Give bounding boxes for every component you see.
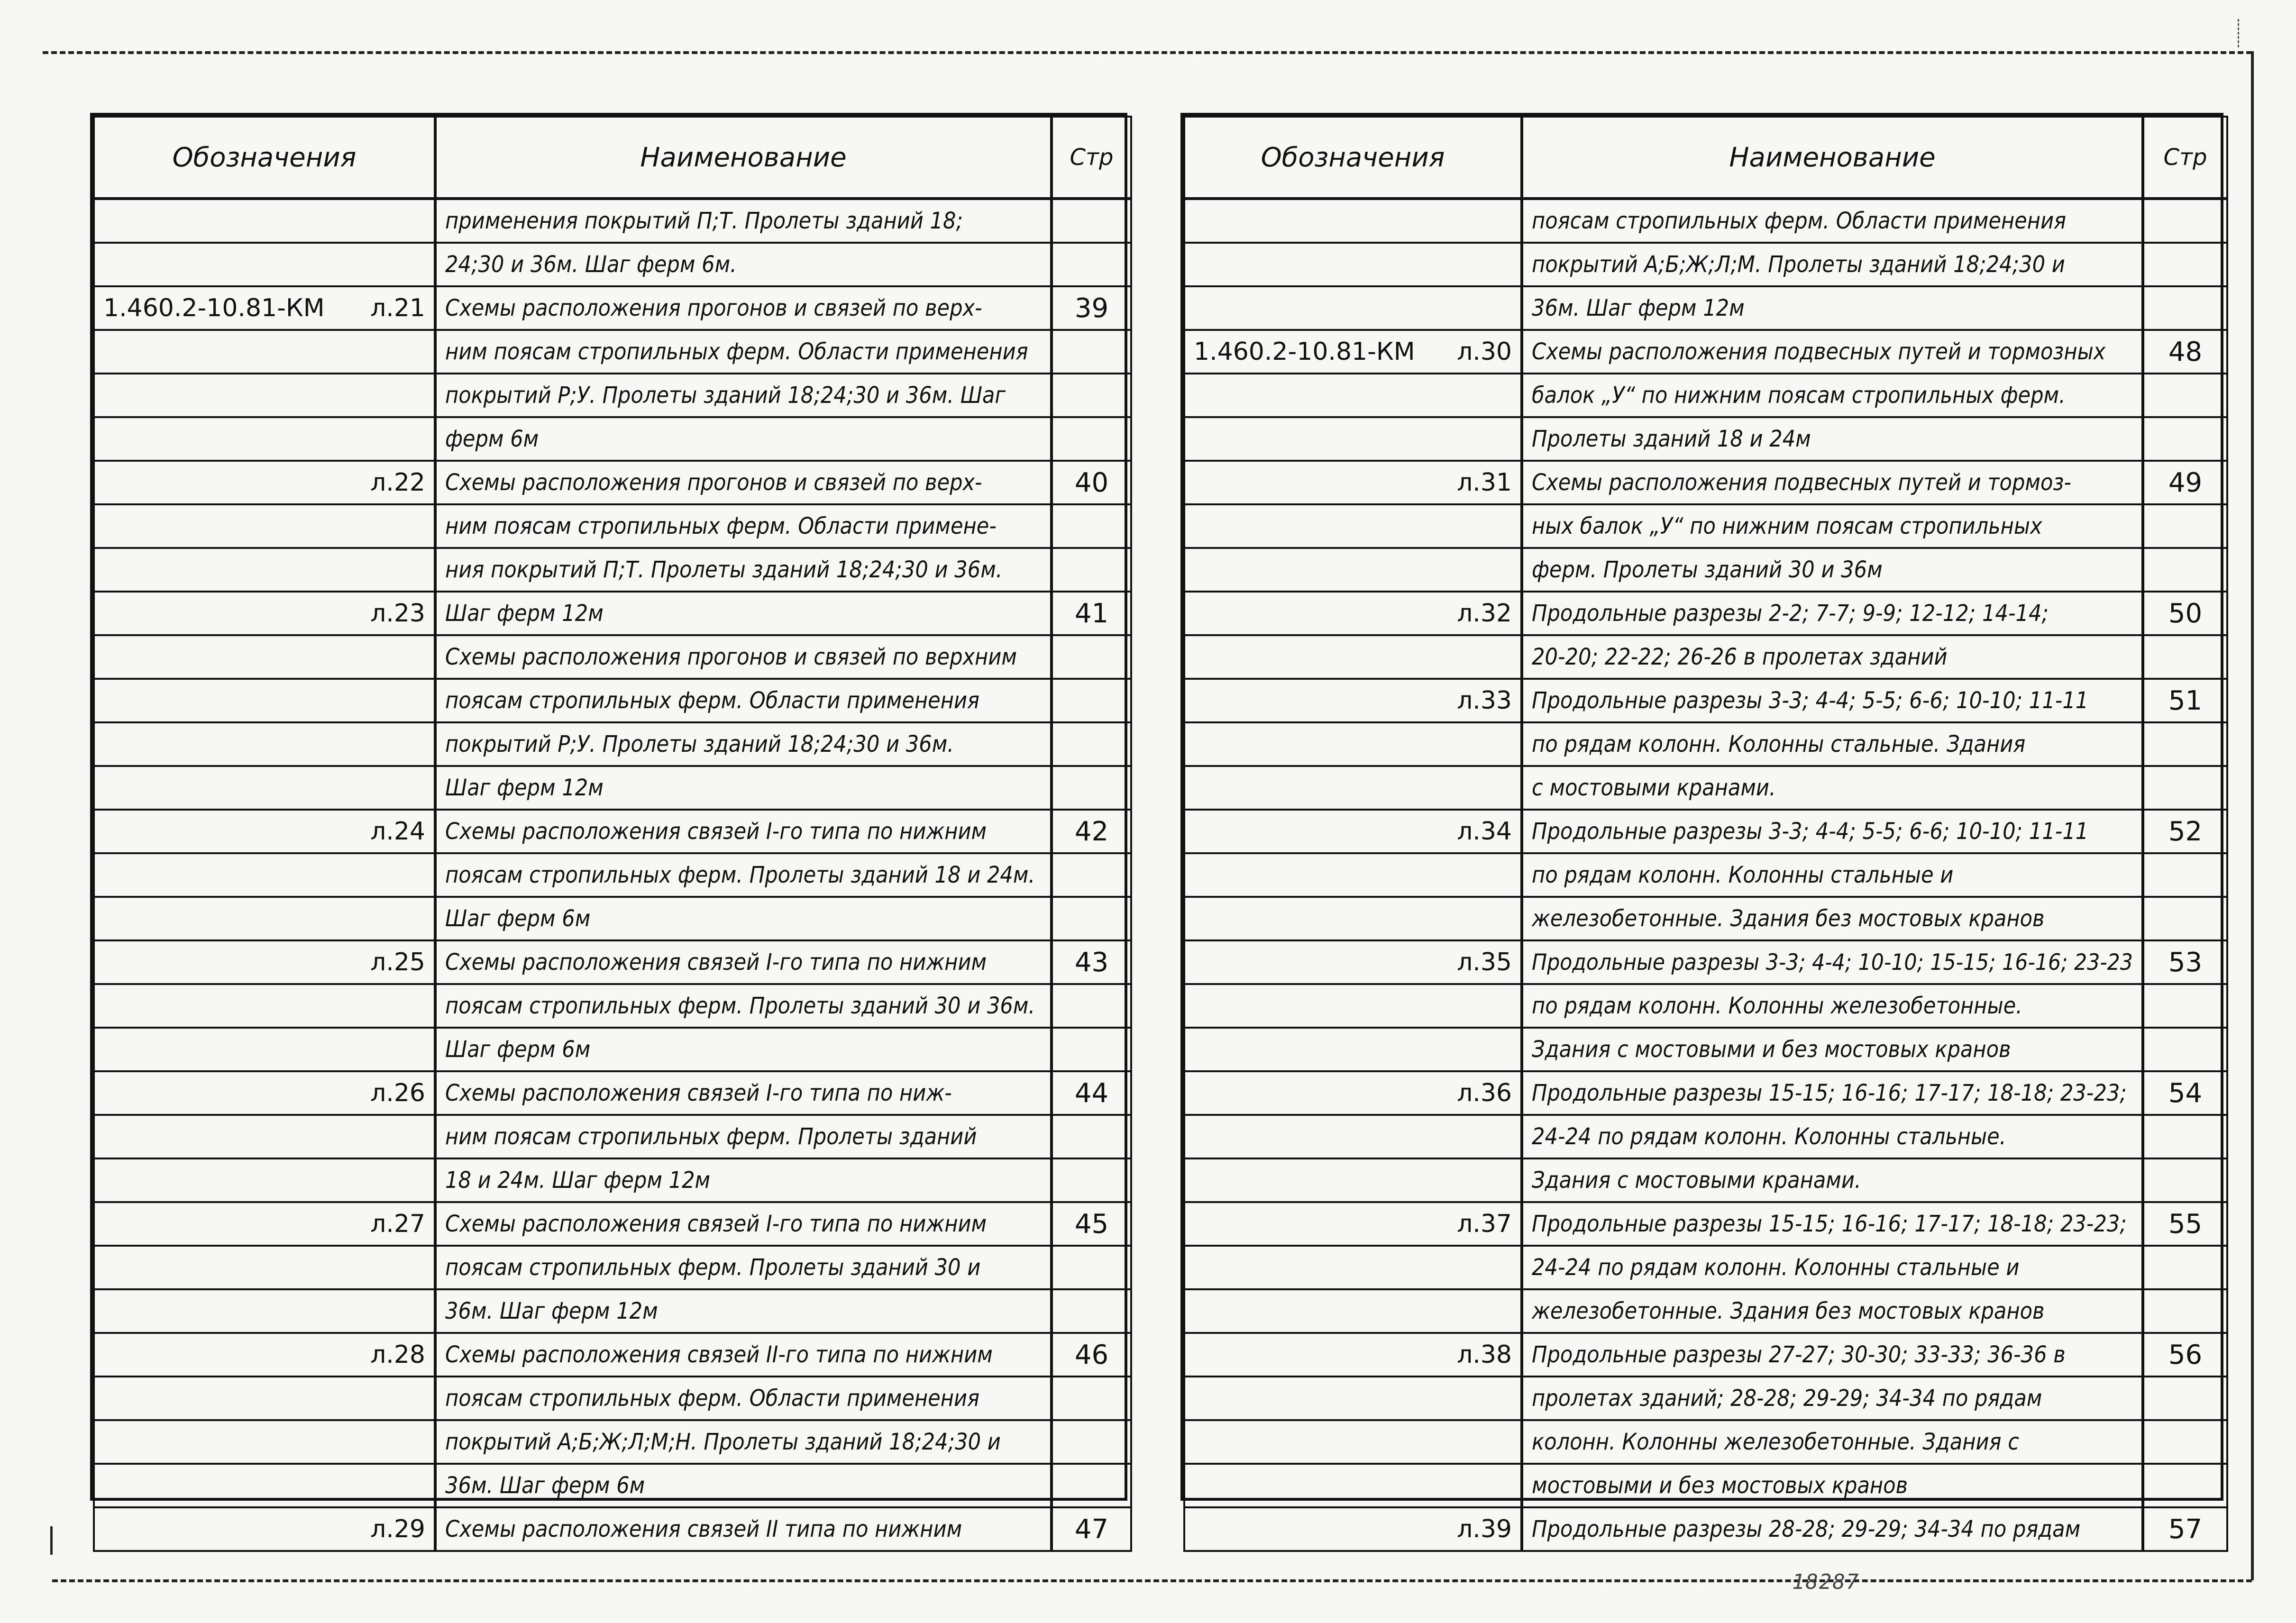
page-cell: [1052, 984, 1131, 1028]
table-row: [94, 1071, 1131, 1115]
designation-cell: [94, 286, 435, 330]
page-cell: [1052, 1028, 1131, 1071]
page-cell: [1052, 1289, 1131, 1333]
table-row: [94, 1115, 1131, 1158]
designation-cell: [1184, 1464, 1522, 1507]
name-cell: ним поясам стропильных ферм. Области применения: [435, 330, 1052, 374]
name-cell: Шаг ферм 12м: [435, 592, 1052, 635]
designation-cell: [1184, 810, 1522, 853]
table-row: [1184, 679, 2227, 722]
name-cell: покрытий Р;У. Пролеты зданий 18;24;30 и 36м.: [435, 722, 1052, 766]
page-cell: [2143, 1246, 2227, 1289]
designation-cell: [1184, 679, 1522, 722]
name-cell: покрытий А;Б;Ж;Л;М. Пролеты зданий 18;24;30 и: [1522, 243, 2143, 286]
designation-cell: [94, 461, 435, 504]
page-cell: [2143, 548, 2227, 592]
designation-cell: [1184, 766, 1522, 810]
page-cell: 46: [1052, 1333, 1131, 1377]
designation-cell: [94, 548, 435, 592]
name-cell: 36м. Шаг ферм 12м: [435, 1289, 1052, 1333]
page-cell: [2143, 1158, 2227, 1202]
name-cell: поясам стропильных ферм. Области применения: [435, 679, 1052, 722]
sheet-number: л.25: [370, 948, 425, 976]
page-cell: [2143, 635, 2227, 679]
table-row: [94, 1289, 1131, 1333]
table-row: [94, 243, 1131, 286]
designation-cell: [94, 374, 435, 417]
header-name: Наименование: [435, 117, 1052, 199]
name-cell: по рядам колонн. Колонны стальные. Здания: [1522, 722, 2143, 766]
name-cell: пролетах зданий; 28-28; 29-29; 34-34 по рядам: [1522, 1377, 2143, 1420]
page-cell: [2143, 766, 2227, 810]
table-row: [94, 1464, 1131, 1507]
page-cell: [1052, 417, 1131, 461]
contents-table-right: [1180, 113, 2223, 1545]
page-cell: [2143, 897, 2227, 940]
page-cell: [1052, 504, 1131, 548]
designation-cell: [1184, 374, 1522, 417]
table-row: [1184, 417, 2227, 461]
name-cell: железобетонные. Здания без мостовых кранов: [1522, 897, 2143, 940]
name-cell: 24;30 и 36м. Шаг ферм 6м.: [435, 243, 1052, 286]
page-cell: [1052, 853, 1131, 897]
name-cell: Продольные разрезы 3-3; 4-4; 10-10; 15-15; 16-16; 23-23: [1522, 940, 2143, 984]
designation-cell: [94, 504, 435, 548]
archive-number: 18287: [1792, 1570, 1860, 1594]
table-row: [94, 461, 1131, 504]
name-cell: Здания с мостовыми и без мостовых кранов: [1522, 1028, 2143, 1071]
table-row: [94, 853, 1131, 897]
designation-cell: [1184, 897, 1522, 940]
table-row: [1184, 1507, 2227, 1551]
table-row: [1184, 853, 2227, 897]
designation-cell: [1184, 1028, 1522, 1071]
page-cell: [2143, 1377, 2227, 1420]
name-cell: Схемы расположения связей II типа по нижним: [435, 1507, 1052, 1551]
sheet-number: л.23: [370, 599, 425, 628]
page-cell: [1052, 1420, 1131, 1464]
page-cell: [1052, 243, 1131, 286]
designation-cell: [1184, 1377, 1522, 1420]
table-row: [1184, 592, 2227, 635]
frame-right-border: [2251, 51, 2254, 1580]
designation-cell: [1184, 592, 1522, 635]
sheet-number: л.30: [1457, 337, 1512, 366]
page-cell: 50: [2143, 592, 2227, 635]
name-cell: Продольные разрезы 2-2; 7-7; 9-9; 12-12; 14-14;: [1522, 592, 2143, 635]
page-cell: 53: [2143, 940, 2227, 984]
table-row: [94, 1377, 1131, 1420]
designation-cell: [94, 1028, 435, 1071]
page-cell: [2143, 1420, 2227, 1464]
page-cell: [2143, 374, 2227, 417]
table-row: [1184, 940, 2227, 984]
contents-table: [93, 116, 1132, 1552]
page-cell: 39: [1052, 286, 1131, 330]
table-row: [1184, 810, 2227, 853]
table-row: [1184, 1028, 2227, 1071]
name-cell: покрытий Р;У. Пролеты зданий 18;24;30 и 36м. Шаг: [435, 374, 1052, 417]
page-cell: [2143, 722, 2227, 766]
page-cell: [2143, 1028, 2227, 1071]
designation-cell: [94, 199, 435, 243]
table-row: [1184, 199, 2227, 243]
table-row: [1184, 984, 2227, 1028]
table-row: [94, 897, 1131, 940]
page-cell: [1052, 635, 1131, 679]
table-row: [1184, 1289, 2227, 1333]
page-cell: [1052, 1464, 1131, 1507]
designation-cell: [94, 1115, 435, 1158]
frame-top-border: [43, 51, 2252, 54]
name-cell: поясам стропильных ферм. Области применения: [435, 1377, 1052, 1420]
table-row: [94, 374, 1131, 417]
designation-cell: [1184, 984, 1522, 1028]
table-row: [94, 199, 1131, 243]
name-cell: 36м. Шаг ферм 12м: [1522, 286, 2143, 330]
name-cell: 24-24 по рядам колонн. Колонны стальные и: [1522, 1246, 2143, 1289]
table-row: [94, 1028, 1131, 1071]
name-cell: Схемы расположения связей I-го типа по нижним: [435, 940, 1052, 984]
page-cell: 56: [2143, 1333, 2227, 1377]
designation-cell: [1184, 1289, 1522, 1333]
name-cell: Схемы расположения подвесных путей и тормозных: [1522, 330, 2143, 374]
table-row: [1184, 635, 2227, 679]
designation-cell: [94, 243, 435, 286]
page-cell: 55: [2143, 1202, 2227, 1246]
page-cell: 40: [1052, 461, 1131, 504]
designation-cell: [1184, 548, 1522, 592]
page-cell: [1052, 1246, 1131, 1289]
table-row: [94, 722, 1131, 766]
name-cell: Шаг ферм 6м: [435, 897, 1052, 940]
name-cell: по рядам колонн. Колонны железобетонные.: [1522, 984, 2143, 1028]
designation-cell: [94, 330, 435, 374]
page-cell: [2143, 504, 2227, 548]
table-row: [1184, 897, 2227, 940]
table-row: [1184, 1333, 2227, 1377]
header-page: Стр: [1052, 117, 1131, 199]
page-cell: [1052, 199, 1131, 243]
name-cell: поясам стропильных ферм. Пролеты зданий 30 и 36м.: [435, 984, 1052, 1028]
name-cell: применения покрытий П;Т. Пролеты зданий 18;: [435, 199, 1052, 243]
name-cell: Схемы расположения связей I-го типа по нижним: [435, 810, 1052, 853]
designation-cell: [94, 1071, 435, 1115]
designation-cell: [1184, 722, 1522, 766]
designation-cell: [94, 1202, 435, 1246]
table-row: [1184, 766, 2227, 810]
name-cell: ним поясам стропильных ферм. Области примене-: [435, 504, 1052, 548]
designation-cell: [94, 1377, 435, 1420]
name-cell: железобетонные. Здания без мостовых кранов: [1522, 1289, 2143, 1333]
contents-table-left: [90, 113, 1127, 1545]
page-cell: [1052, 1158, 1131, 1202]
designation-cell: [1184, 199, 1522, 243]
sheet-number: л.26: [370, 1079, 425, 1107]
designation-cell: [94, 592, 435, 635]
sheet-number: л.28: [370, 1340, 425, 1369]
table-row: [94, 286, 1131, 330]
table-row: [94, 1333, 1131, 1377]
designation-cell: [1184, 1115, 1522, 1158]
sheet-number: л.21: [370, 294, 425, 322]
designation-cell: [1184, 504, 1522, 548]
header-designation: Обозначения: [94, 117, 435, 199]
designation-cell: [94, 1246, 435, 1289]
name-cell: Продольные разрезы 28-28; 29-29; 34-34 по рядам: [1522, 1507, 2143, 1551]
designation-cell: [1184, 286, 1522, 330]
table-row: [94, 940, 1131, 984]
page-cell: [1052, 897, 1131, 940]
name-cell: Здания с мостовыми кранами.: [1522, 1158, 2143, 1202]
designation-cell: [1184, 853, 1522, 897]
table-row: [94, 548, 1131, 592]
sheet-number: л.22: [370, 468, 425, 497]
designation-cell: [94, 1333, 435, 1377]
designation-cell: [94, 766, 435, 810]
table-row: [94, 1420, 1131, 1464]
name-cell: покрытий А;Б;Ж;Л;М;Н. Пролеты зданий 18;24;30 и: [435, 1420, 1052, 1464]
table-header-row: [1184, 117, 2227, 199]
table-row: [1184, 1202, 2227, 1246]
sheet-number: л.38: [1457, 1340, 1512, 1369]
page-cell: [1052, 766, 1131, 810]
designation-cell: [1184, 417, 1522, 461]
name-cell: балок „У“ по нижним поясам стропильных ферм.: [1522, 374, 2143, 417]
table-row: [1184, 461, 2227, 504]
document-code: 1.460.2-10.81-КМ: [103, 294, 325, 322]
name-cell: 18 и 24м. Шаг ферм 12м: [435, 1158, 1052, 1202]
contents-table: [1183, 116, 2228, 1552]
name-cell: поясам стропильных ферм. Пролеты зданий 18 и 24м.: [435, 853, 1052, 897]
name-cell: с мостовыми кранами.: [1522, 766, 2143, 810]
designation-cell: [94, 853, 435, 897]
page-cell: 45: [1052, 1202, 1131, 1246]
page-cell: [2143, 286, 2227, 330]
table-row: [1184, 1071, 2227, 1115]
page-cell: 54: [2143, 1071, 2227, 1115]
page-cell: 42: [1052, 810, 1131, 853]
page-cell: 41: [1052, 592, 1131, 635]
name-cell: Продольные разрезы 3-3; 4-4; 5-5; 6-6; 10-10; 11-11: [1522, 679, 2143, 722]
designation-cell: [1184, 330, 1522, 374]
table-row: [94, 679, 1131, 722]
table-row: [94, 635, 1131, 679]
table-row: [1184, 330, 2227, 374]
table-row: [1184, 1158, 2227, 1202]
table-row: [94, 330, 1131, 374]
page-cell: [2143, 417, 2227, 461]
designation-cell: [94, 810, 435, 853]
designation-cell: [94, 1464, 435, 1507]
document-code: 1.460.2-10.81-КМ: [1194, 337, 1415, 366]
sheet-number: л.27: [370, 1210, 425, 1238]
table-row: [94, 1246, 1131, 1289]
sheet-number: л.24: [370, 817, 425, 846]
name-cell: поясам стропильных ферм. Пролеты зданий 30 и: [435, 1246, 1052, 1289]
table-row: [94, 592, 1131, 635]
page-cell: 52: [2143, 810, 2227, 853]
sheet-number: л.33: [1457, 686, 1512, 715]
table-header-row: [94, 117, 1131, 199]
page-cell: [1052, 548, 1131, 592]
name-cell: Продольные разрезы 27-27; 30-30; 33-33; 36-36 в: [1522, 1333, 2143, 1377]
name-cell: Продольные разрезы 3-3; 4-4; 5-5; 6-6; 10-10; 11-11: [1522, 810, 2143, 853]
designation-cell: [94, 1420, 435, 1464]
sheet-number: л.34: [1457, 817, 1512, 846]
table-row: [94, 504, 1131, 548]
name-cell: Шаг ферм 6м: [435, 1028, 1052, 1071]
table-row: [94, 417, 1131, 461]
name-cell: ним поясам стропильных ферм. Пролеты зданий: [435, 1115, 1052, 1158]
name-cell: поясам стропильных ферм. Области применения: [1522, 199, 2143, 243]
sheet-number: л.31: [1457, 468, 1512, 497]
table-row: [94, 1202, 1131, 1246]
name-cell: Пролеты зданий 18 и 24м: [1522, 417, 2143, 461]
name-cell: Шаг ферм 12м: [435, 766, 1052, 810]
header-name: Наименование: [1522, 117, 2143, 199]
sheet-number: л.36: [1457, 1079, 1512, 1107]
page-cell: [2143, 1289, 2227, 1333]
table-body: [1184, 199, 2227, 1551]
table-row: [94, 1507, 1131, 1551]
designation-cell: [94, 1289, 435, 1333]
name-cell: по рядам колонн. Колонны стальные и: [1522, 853, 2143, 897]
designation-cell: [1184, 243, 1522, 286]
designation-cell: [94, 635, 435, 679]
frame-left-mark: [50, 1526, 53, 1555]
designation-cell: [94, 722, 435, 766]
table-row: [1184, 1420, 2227, 1464]
page-cell: 49: [2143, 461, 2227, 504]
sheet-number: л.37: [1457, 1210, 1512, 1238]
page-cell: [1052, 679, 1131, 722]
page-cell: 47: [1052, 1507, 1131, 1551]
designation-cell: [1184, 1507, 1522, 1551]
name-cell: 24-24 по рядам колонн. Колонны стальные.: [1522, 1115, 2143, 1158]
name-cell: Схемы расположения связей I-го типа по ниж-: [435, 1071, 1052, 1115]
name-cell: Продольные разрезы 15-15; 16-16; 17-17; 18-18; 23-23;: [1522, 1202, 2143, 1246]
page-cell: 48: [2143, 330, 2227, 374]
table-row: [1184, 1115, 2227, 1158]
table-row: [1184, 1377, 2227, 1420]
designation-cell: [94, 984, 435, 1028]
designation-cell: [1184, 1158, 1522, 1202]
name-cell: Схемы расположения прогонов и связей по верх-: [435, 286, 1052, 330]
table-row: [94, 1158, 1131, 1202]
designation-cell: [1184, 1071, 1522, 1115]
sheet-number: л.39: [1457, 1515, 1512, 1543]
name-cell: Схемы расположения связей II-го типа по нижним: [435, 1333, 1052, 1377]
table-row: [1184, 548, 2227, 592]
header-designation: Обозначения: [1184, 117, 1522, 199]
designation-cell: [94, 940, 435, 984]
designation-cell: [1184, 1420, 1522, 1464]
page-cell: 51: [2143, 679, 2227, 722]
sheet-number: л.35: [1457, 948, 1512, 976]
page-cell: [2143, 199, 2227, 243]
designation-cell: [1184, 1333, 1522, 1377]
page-cell: [1052, 374, 1131, 417]
crop-mark: [2238, 19, 2239, 47]
page-cell: [1052, 330, 1131, 374]
name-cell: Продольные разрезы 15-15; 16-16; 17-17; 18-18; 23-23;: [1522, 1071, 2143, 1115]
table-row: [1184, 1464, 2227, 1507]
page-cell: 44: [1052, 1071, 1131, 1115]
name-cell: Схемы расположения подвесных путей и тормоз-: [1522, 461, 2143, 504]
table-body: [94, 199, 1131, 1551]
page-cell: [2143, 984, 2227, 1028]
designation-cell: [1184, 461, 1522, 504]
table-row: [1184, 722, 2227, 766]
page-cell: [2143, 1464, 2227, 1507]
table-row: [94, 810, 1131, 853]
designation-cell: [94, 1507, 435, 1551]
name-cell: ферм. Пролеты зданий 30 и 36м: [1522, 548, 2143, 592]
name-cell: колонн. Колонны железобетонные. Здания с: [1522, 1420, 2143, 1464]
table-row: [1184, 504, 2227, 548]
name-cell: ферм 6м: [435, 417, 1052, 461]
frame-bottom-border: [52, 1579, 2252, 1582]
header-page: Стр: [2143, 117, 2227, 199]
name-cell: 36м. Шаг ферм 6м: [435, 1464, 1052, 1507]
page-cell: 43: [1052, 940, 1131, 984]
designation-cell: [94, 897, 435, 940]
table-row: [1184, 286, 2227, 330]
designation-cell: [1184, 1246, 1522, 1289]
name-cell: ния покрытий П;Т. Пролеты зданий 18;24;30 и 36м.: [435, 548, 1052, 592]
page-cell: [2143, 853, 2227, 897]
name-cell: Схемы расположения прогонов и связей по верх-: [435, 461, 1052, 504]
table-row: [1184, 1246, 2227, 1289]
sheet-number: л.29: [370, 1515, 425, 1543]
designation-cell: [1184, 1202, 1522, 1246]
designation-cell: [1184, 940, 1522, 984]
name-cell: Схемы расположения связей I-го типа по нижним: [435, 1202, 1052, 1246]
page-cell: [1052, 1377, 1131, 1420]
name-cell: ных балок „У“ по нижним поясам стропильных: [1522, 504, 2143, 548]
page-cell: [1052, 1115, 1131, 1158]
page-cell: 57: [2143, 1507, 2227, 1551]
designation-cell: [94, 417, 435, 461]
table-row: [94, 984, 1131, 1028]
designation-cell: [1184, 635, 1522, 679]
name-cell: 20-20; 22-22; 26-26 в пролетах зданий: [1522, 635, 2143, 679]
name-cell: Схемы расположения прогонов и связей по верхним: [435, 635, 1052, 679]
page-cell: [2143, 243, 2227, 286]
table-row: [94, 766, 1131, 810]
name-cell: мостовыми и без мостовых кранов: [1522, 1464, 2143, 1507]
page-cell: [1052, 722, 1131, 766]
designation-cell: [94, 1158, 435, 1202]
sheet-number: л.32: [1457, 599, 1512, 628]
table-row: [1184, 243, 2227, 286]
designation-cell: [94, 679, 435, 722]
table-row: [1184, 374, 2227, 417]
page-cell: [2143, 1115, 2227, 1158]
